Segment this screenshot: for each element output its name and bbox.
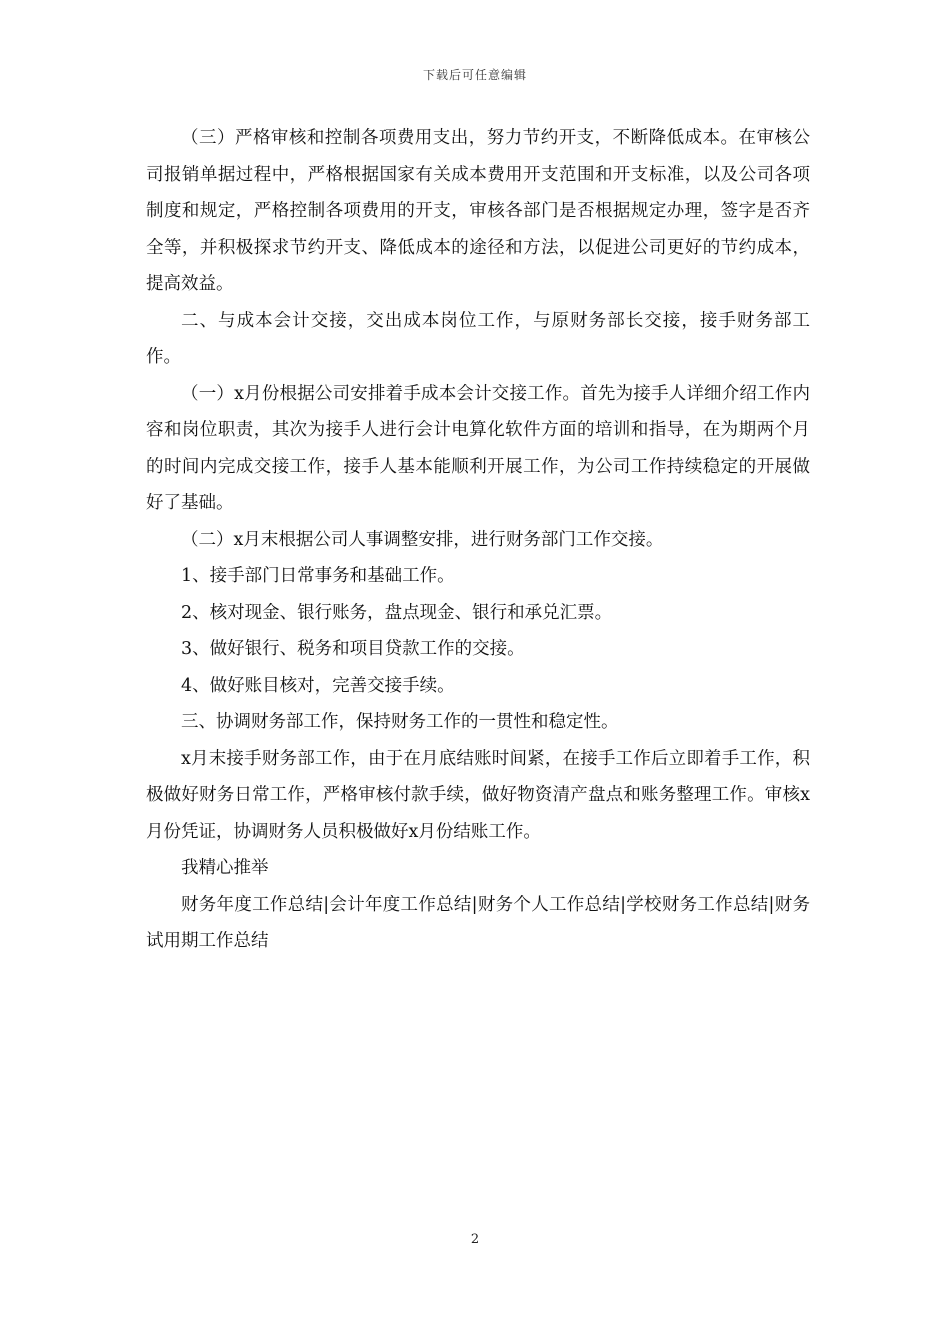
paragraph: （二）x月末根据公司人事调整安排，进行财务部门工作交接。 bbox=[181, 529, 664, 550]
list-item: 4、做好账目核对，完善交接手续。 bbox=[181, 675, 455, 696]
paragraph: x月末接手财务部工作，由于在月底结账时间紧，在接手工作后立即着手工作，积极做好财务日常工作，严格审核付款手续，做好物资清产盘点和账务整理工作。审核x月份凭证，协调财务人员积极做好x月份结账工作。 bbox=[146, 748, 810, 842]
section-heading: 三、协调财务部工作，保持财务工作的一贯性和稳定性。 bbox=[181, 712, 619, 732]
header-note: 下载后可任意编辑 bbox=[422, 68, 527, 82]
list-item: 1、接手部门日常事务和基础工作。 bbox=[181, 566, 455, 586]
recommend-heading: 我精心推举 bbox=[181, 858, 269, 878]
page-number: 2 bbox=[470, 1232, 480, 1247]
document-body bbox=[146, 120, 810, 960]
list-item: 3、做好银行、税务和项目贷款工作的交接。 bbox=[181, 639, 525, 659]
section-heading: 二、与成本会计交接，交出成本岗位工作，与原财务部长交接，接手财务部工作。 bbox=[146, 310, 810, 367]
recommend-links: 财务年度工作总结|会计年度工作总结|财务个人工作总结|学校财务工作总结|财务试用期工作总结 bbox=[146, 894, 810, 951]
paragraph: （一）x月份根据公司安排着手成本会计交接工作。首先为接手人详细介绍工作内容和岗位职责，其次为接手人进行会计电算化软件方面的培训和指导，在为期两个月的时间内完成交接工作，接手人基本能顺利开展工作，为公司工作持续稳定的开展做好了基础。 bbox=[146, 383, 810, 513]
list-item: 2、核对现金、银行账务，盘点现金、银行和承兑汇票。 bbox=[181, 602, 613, 623]
paragraph: （三）严格审核和控制各项费用支出，努力节约开支，不断降低成本。在审核公司报销单据过程中，严格根据国家有关成本费用开支范围和开支标准，以及公司各项制度和规定，严格控制各项费用的开支，审核各部门是否根据规定办理，签字是否齐全等，并积极探求节约开支、降低成本的途径和方法，以促进公司更好的节约成本，提高效益。 bbox=[146, 128, 810, 294]
